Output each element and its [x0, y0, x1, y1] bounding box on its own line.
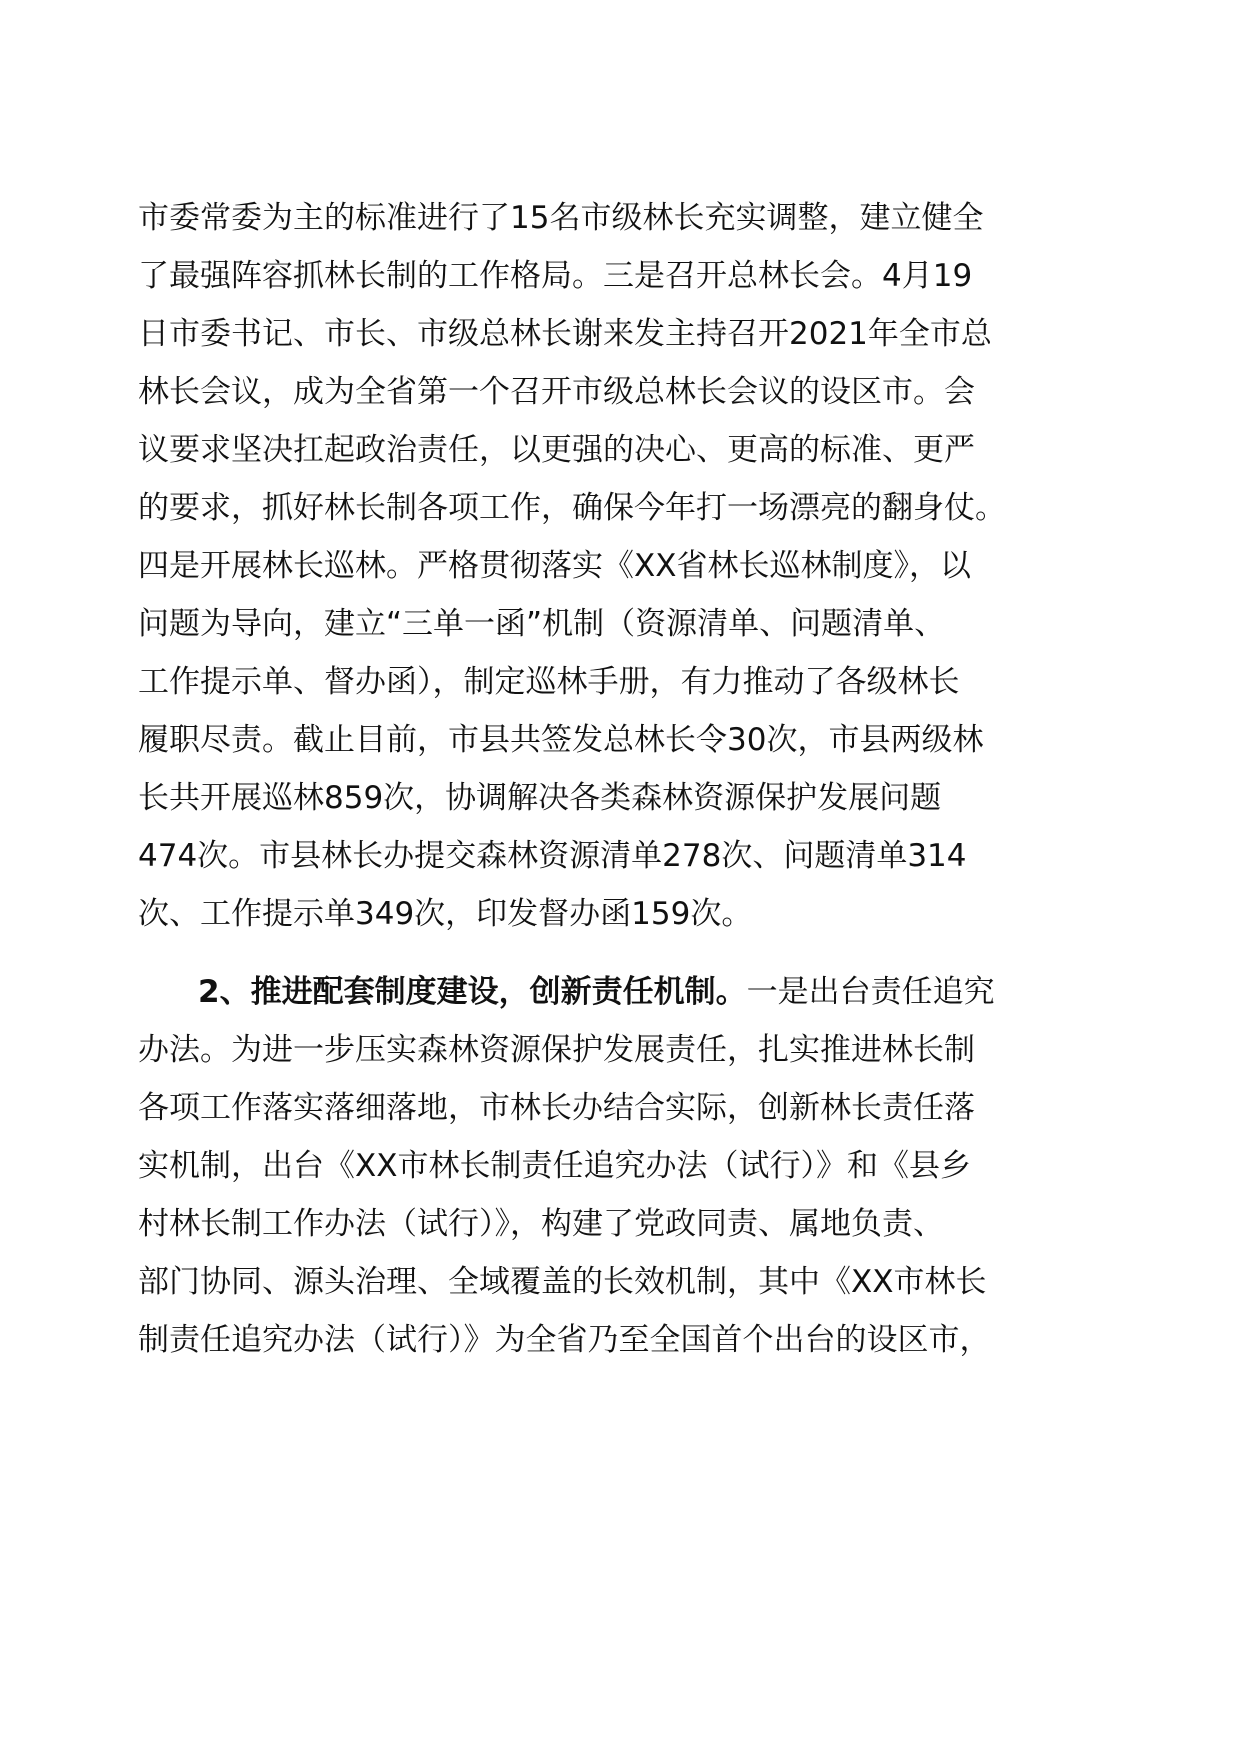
paragraph-line: 村林长制工作办法（试行）》，构建了党政同责、属地负责、 [138, 1206, 944, 1242]
paragraph-line: 长共开展巡林859次，协调解决各类森林资源保护发展问题 [138, 780, 942, 816]
paragraph-line: 林长会议，成为全省第一个召开市级总林长会议的设区市。会 [138, 374, 975, 410]
section-heading-continuation: 一是出台责任追究 [746, 974, 995, 1010]
paragraph-line: 的要求，抓好林长制各项工作，确保今年打一场漂亮的翻身仗。 [138, 490, 1006, 526]
paragraph-line: 部门协同、源头治理、全域覆盖的长效机制，其中《XX市林长 [138, 1264, 987, 1300]
paragraph-first-line [198, 972, 995, 1012]
paragraph-line: 制责任追究办法（试行）》为全省乃至全国首个出台的设区市， [138, 1322, 991, 1358]
paragraph-line: 474次。市县林长办提交森林资源清单278次、问题清单314 [138, 838, 967, 874]
paragraph-line: 日市委书记、市长、市级总林长谢来发主持召开2021年全市总 [138, 316, 992, 352]
paragraph-line: 了最强阵容抓林长制的工作格局。三是召开总林长会。4月19 [138, 258, 973, 294]
paragraph-line: 各项工作落实落细落地，市林长办结合实际，创新林长责任落 [138, 1090, 975, 1126]
paragraph-line: 办法。为进一步压实森林资源保护发展责任，扎实推进林长制 [138, 1032, 975, 1068]
paragraph-line: 问题为导向，建立“三单一函”机制（资源清单、问题清单、 [138, 606, 946, 642]
paragraph-line: 议要求坚决扛起政治责任，以更强的决心、更高的标准、更严 [138, 432, 975, 468]
paragraph-line: 履职尽责。截止目前，市县共签发总林长令30次，市县两级林 [138, 722, 984, 758]
paragraph-line: 市委常委为主的标准进行了15名市级林长充实调整，建立健全 [138, 200, 984, 236]
paragraph-line: 四是开展林长巡林。严格贯彻落实《XX省林长巡林制度》，以 [138, 548, 971, 584]
paragraph-line: 实机制，出台《XX市林长制责任追究办法（试行）》和《县乡 [138, 1148, 971, 1184]
paragraph-line: 工作提示单、督办函），制定巡林手册，有力推动了各级林长 [138, 664, 960, 700]
paragraph-line: 次、工作提示单349次，印发督办函159次。 [138, 896, 753, 932]
section-heading: 2、推进配套制度建设，创新责任机制。 [198, 974, 747, 1010]
